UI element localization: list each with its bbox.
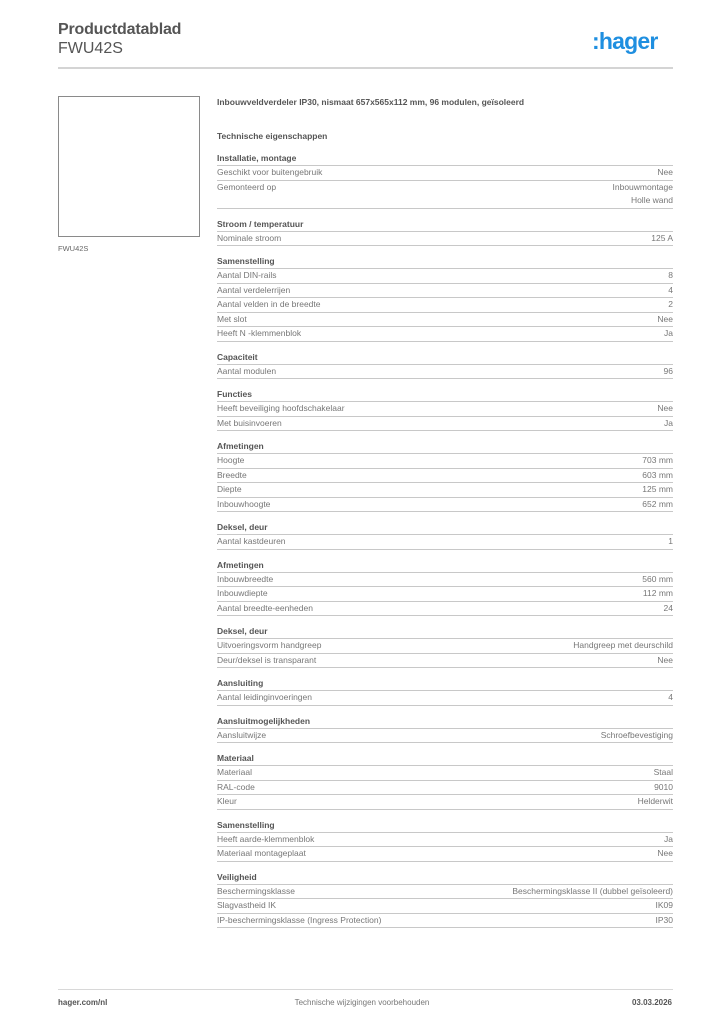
spec-value: 125 A — [651, 232, 673, 243]
spec-row — [217, 269, 673, 284]
spec-label: Aansluitwijze — [217, 729, 267, 740]
spec-label: Aantal kastdeuren — [217, 536, 286, 546]
spec-label: Uitvoeringsvorm handgreep — [217, 640, 322, 650]
spec-value: IK09 — [655, 900, 673, 910]
spec-label: Met slot — [217, 313, 247, 324]
spec-label: Inbouwhoogte — [217, 498, 271, 509]
product-image-caption: FWU42S — [58, 244, 89, 253]
spec-label: Heeft aarde-klemmenblok — [217, 833, 315, 844]
section-title: Aansluiting — [217, 677, 673, 691]
spec-row — [217, 181, 673, 209]
spec-value: Schroefbevestiging — [600, 729, 673, 740]
section-title: Veiligheid — [217, 871, 673, 885]
spec-value: 703 mm — [642, 455, 673, 465]
spec-value: Ja — [664, 328, 673, 338]
spec-value: Nee — [657, 313, 673, 324]
spec-section — [217, 752, 673, 810]
spec-section — [217, 388, 673, 431]
spec-row — [217, 639, 673, 654]
section-title: Deksel, deur — [217, 625, 673, 639]
spec-row — [217, 327, 673, 342]
spec-label: Beschermingsklasse — [217, 885, 295, 896]
spec-row — [217, 284, 673, 299]
spec-label: Materiaal montageplaat — [217, 848, 306, 858]
spec-row — [217, 899, 673, 914]
section-title: Samenstelling — [217, 819, 673, 833]
spec-label: RAL-code — [217, 781, 255, 792]
spec-value-line: Holle wand — [630, 195, 673, 205]
footer-website-link[interactable]: hager.com/nl — [58, 998, 108, 1007]
spec-label: Aantal modulen — [217, 365, 277, 376]
product-image-placeholder — [58, 96, 200, 237]
spec-section — [217, 871, 673, 929]
spec-sections — [217, 152, 673, 928]
spec-section — [217, 677, 673, 706]
spec-value: 9010 — [654, 781, 673, 792]
section-title: Afmetingen — [217, 559, 673, 573]
spec-section — [217, 819, 673, 862]
spec-row — [217, 365, 673, 380]
spec-label: Inbouwdiepte — [217, 588, 268, 598]
spec-row — [217, 847, 673, 862]
spec-label: Slagvastheid IK — [217, 900, 277, 910]
spec-row — [217, 469, 673, 484]
section-title: Materiaal — [217, 752, 673, 766]
section-title: Afmetingen — [217, 440, 673, 454]
spec-value: Nee — [657, 167, 673, 177]
spec-row — [217, 166, 673, 181]
spec-row — [217, 232, 673, 247]
footer-divider — [58, 989, 673, 990]
header-divider — [58, 67, 673, 69]
spec-section — [217, 521, 673, 550]
spec-row — [217, 298, 673, 313]
spec-label: Aantal verdelerrijen — [217, 284, 291, 295]
spec-label: IP-beschermingsklasse (Ingress Protection) — [217, 914, 382, 925]
spec-value: 4 — [668, 284, 673, 295]
spec-section — [217, 625, 673, 668]
spec-row — [217, 313, 673, 328]
section-title: Capaciteit — [217, 351, 673, 365]
spec-value: 24 — [663, 602, 673, 613]
section-title: Functies — [217, 388, 673, 402]
spec-row — [217, 914, 673, 929]
spec-value: 96 — [663, 365, 673, 376]
spec-row — [217, 573, 673, 588]
spec-value: Ja — [664, 417, 673, 428]
spec-value: Ja — [664, 833, 673, 844]
spec-label: Aantal leidinginvoeringen — [217, 692, 312, 702]
spec-row — [217, 795, 673, 810]
spec-section — [217, 218, 673, 247]
spec-row — [217, 833, 673, 848]
spec-label: Met buisinvoeren — [217, 417, 282, 428]
footer-notice: Technische wijzigingen voorbehouden — [294, 998, 430, 1007]
spec-value: Nee — [657, 403, 673, 413]
spec-row — [217, 402, 673, 417]
spec-label: Nominale stroom — [217, 232, 282, 243]
spec-label: Aantal DIN-rails — [217, 270, 277, 280]
spec-row — [217, 587, 673, 602]
spec-section — [217, 152, 673, 209]
spec-row — [217, 417, 673, 432]
spec-value: 125 mm — [642, 484, 673, 494]
hager-logo: :hager — [592, 28, 658, 54]
product-description: Inbouwveldverdeler IP30, nismaat 657x565x112 mm, 96 modulen, geïsoleerd — [217, 97, 525, 107]
spec-label: Gemonteerd op — [217, 181, 277, 192]
spec-row — [217, 781, 673, 796]
spec-label: Deur/deksel is transparant — [217, 654, 317, 665]
spec-row — [217, 729, 673, 744]
spec-label: Materiaal — [217, 767, 252, 777]
spec-row — [217, 498, 673, 513]
spec-row — [217, 885, 673, 900]
spec-label: Aantal velden in de breedte — [217, 299, 321, 309]
section-title: Samenstelling — [217, 255, 673, 269]
spec-row — [217, 454, 673, 469]
spec-label: Heeft N -klemmenblok — [217, 328, 302, 338]
spec-row — [217, 654, 673, 669]
spec-value: 560 mm — [642, 573, 673, 584]
spec-value: 603 mm — [642, 469, 673, 480]
spec-value: 2 — [668, 299, 673, 309]
spec-value: Staal — [653, 767, 673, 777]
spec-value-line: Inbouwmontage — [612, 181, 673, 192]
spec-label: Heeft beveiliging hoofdschakelaar — [217, 403, 345, 413]
spec-label: Hoogte — [217, 455, 245, 465]
spec-section — [217, 440, 673, 512]
spec-value: Nee — [657, 848, 673, 858]
spec-value: Nee — [657, 654, 673, 665]
spec-label: Diepte — [217, 484, 242, 494]
spec-value — [613, 181, 674, 208]
spec-label: Breedte — [217, 469, 247, 480]
spec-value: 112 mm — [642, 588, 673, 598]
spec-label: Aantal breedte-eenheden — [217, 602, 313, 613]
section-title: Stroom / temperatuur — [217, 218, 673, 232]
spec-value: 4 — [668, 692, 673, 702]
spec-section — [217, 351, 673, 380]
spec-value: Beschermingsklasse II (dubbel geïsoleerd) — [512, 885, 673, 896]
section-title: Aansluitmogelijkheden — [217, 715, 673, 729]
spec-section — [217, 559, 673, 617]
spec-row — [217, 766, 673, 781]
section-title: Deksel, deur — [217, 521, 673, 535]
page-title: Productdatablad — [58, 21, 182, 38]
spec-section — [217, 715, 673, 744]
product-code: FWU42S — [58, 40, 123, 57]
section-title: Installatie, montage — [217, 152, 673, 166]
technical-properties-title: Technische eigenschappen — [217, 131, 328, 141]
spec-row — [217, 602, 673, 617]
spec-label: Kleur — [217, 796, 237, 806]
spec-value: 1 — [668, 536, 673, 546]
spec-section — [217, 255, 673, 342]
spec-value: IP30 — [655, 914, 673, 925]
spec-label: Geschikt voor buitengebruik — [217, 167, 323, 177]
spec-value: 652 mm — [642, 498, 673, 509]
spec-content — [217, 95, 673, 928]
spec-row — [217, 535, 673, 550]
spec-value: Helderwit — [637, 796, 673, 806]
spec-value: 8 — [668, 270, 673, 280]
spec-value: Handgreep met deurschild — [573, 640, 673, 650]
spec-row — [217, 691, 673, 706]
footer-date: 03.03.2026 — [631, 998, 672, 1007]
spec-label: Inbouwbreedte — [217, 573, 274, 584]
spec-row — [217, 483, 673, 498]
